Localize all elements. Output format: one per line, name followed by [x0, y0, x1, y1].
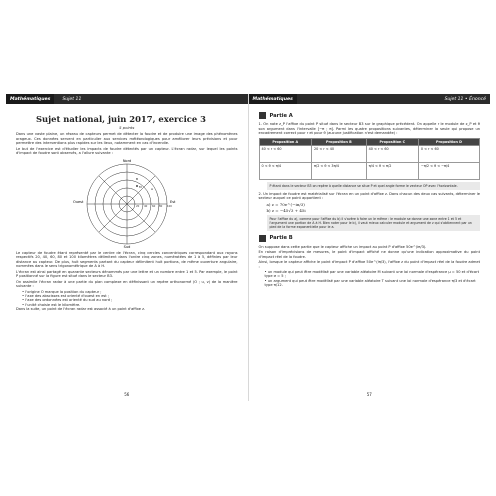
- compass-north: Nord: [122, 158, 131, 163]
- part-b-label: Partie B: [269, 235, 293, 241]
- table-cell: π/2 < θ < 3π/4: [312, 162, 367, 179]
- table-cell: 20 < r < 40: [312, 145, 367, 162]
- section-marker-icon: [259, 112, 266, 119]
- table-cell: −π/2 < θ < −π/4: [418, 162, 479, 179]
- description-3: On assimile l'écran radar à une partie du plan complexe en définissant un repère orthonormé (O ; u, v) de la manière suivante :: [16, 279, 238, 288]
- sector-label-a: A: [150, 186, 153, 191]
- part-b-list: [265, 270, 481, 288]
- hint-a2: Pour l'affixe du a), comme pour l'affixe du b) il s'avère à faire un le même : le module se donne une zone entre 1 et 5 et l'argument une portion de A à H. Bien noter pour le b), il vaut mieux calculer module et argument de z qui s'obtiennent par un pied de la forme exponentielle pour le a.: [267, 215, 481, 231]
- part-b-heading: [259, 235, 481, 242]
- ring-label-80: 80: [158, 204, 163, 208]
- table-header: Proposition D: [418, 138, 479, 145]
- right-page-number: 57: [366, 392, 372, 397]
- left-header-sub: Sujet 11: [62, 96, 82, 102]
- list-item: • l'axe des ordonnées est orienté du sud au nord ;: [22, 298, 238, 302]
- description-2: L'écran est ainsi partagé en quarante secteurs dénommés par une lettre et un nombre entre 1 et 5. Par exemple, le point P positionné sur la figure est situé dans le secteur B3.: [16, 269, 238, 278]
- left-page-number: 56: [124, 392, 130, 397]
- question-a2b: b) z = −45√3 + 45i: [266, 207, 306, 213]
- list-item: • un argument qui peut être modélisé par une variable aléatoire T suivant une loi normale d'espérance π/3 et d'écart type π/12.: [265, 279, 481, 288]
- compass-south: Sud: [123, 244, 131, 249]
- compass-west: Ouest: [72, 199, 84, 204]
- table-cell: 0 < r < 60: [418, 145, 479, 162]
- radar-diagram: [67, 157, 187, 249]
- list-item: • l'origine O marque la position du capteur ;: [22, 290, 238, 294]
- table-header: Proposition C: [366, 138, 418, 145]
- part-b-paragraph-1: On suppose dans cette partie que le capteur affiche un impact au point P d'affixe 50e^(iπ/3).: [258, 244, 427, 249]
- table-header: Proposition A: [259, 138, 312, 145]
- right-page: [249, 94, 491, 401]
- question-a2a: a) z = 70e^(−iπ/3): [266, 201, 305, 207]
- point-p-marker: [136, 185, 138, 187]
- question-a2: 2. Un impact de foudre est matérialisé sur l'écran en un point d'affixe z. Dans chacun des deux cas suivants, déterminer le secteur auquel ce point appartient :: [258, 191, 480, 200]
- sector-label-b: B: [135, 176, 138, 181]
- part-a-heading: [259, 112, 481, 119]
- part-b-paragraph-2: En raison d'imprécisions de mesures, le point d'impact affiché ne donne qu'une indication approximative du point d'impact réel de la foudre.: [258, 250, 480, 259]
- point-label-m: M: [138, 184, 142, 189]
- exercise-title: Sujet national, juin 2017, exercice 3: [36, 114, 206, 124]
- right-header: [249, 94, 491, 104]
- list-item: • l'unité choisie est le kilomètre.: [22, 303, 238, 307]
- table-row: [259, 162, 480, 179]
- book-spread: [6, 94, 490, 401]
- table-row: [259, 145, 480, 162]
- table-cell: 40 < r < 60: [366, 145, 418, 162]
- right-header-tag: Mathématiques: [249, 94, 297, 104]
- intro-paragraph: Dans une vaste plaine, un réseau de capteurs permet de détecter la foudre et de produire une image des phénomènes orageux. Ces données servent en particulier aux services météorologiques pour améliorer leurs prévisions et pour permettre des interventions plus rapides sur les lieux, notamment en cas d'incendie.: [16, 132, 238, 145]
- ring-label-20: 20: [135, 204, 140, 208]
- table-header: Proposition B: [312, 138, 367, 145]
- table-cell: π/4 < θ < π/2: [366, 162, 418, 179]
- propositions-table: [259, 138, 481, 180]
- list-item: • l'axe des abscisses est orienté d'ouest en est ;: [22, 294, 238, 298]
- table-cell: 40 < r < 60: [259, 145, 312, 162]
- hint-a1: P étant dans le secteur B3 on repère à quelle distance se situe P et quel angle forme le vecteur OP avec l'horizontale.: [267, 182, 481, 190]
- left-page: [6, 94, 249, 401]
- after-paragraph: Dans la suite, un point de l'écran radar est associé à un point d'affixe z.: [16, 307, 146, 312]
- part-b-paragraph-3: Ainsi, lorsque le capteur affiche le point d'impact P d'affixe 50e^(iπ/3), l'affixe z du point d'impact réel de la foudre admet :: [258, 260, 480, 269]
- description-1: Le capteur de foudre étant représenté par le centre de l'écran, cinq cercles concentriques correspondant aux rayons respectifs 20, 40, 60, 80 et 100 kilomètres délimitent dans l'ordre cinq zones, numérotées de 1 à 5, définies par leur distance au capteur. De plus, huit segments partant du capteur délimitent huit portions, de même ouverture angulaire, nommées dans le sens trigonométrique de A à H.: [16, 250, 238, 268]
- left-header-tag: Mathématiques: [6, 94, 54, 104]
- compass-east: Est: [169, 199, 176, 204]
- ring-label-100: 100: [166, 204, 172, 208]
- list-item: • un module qui peut être modélisé par une variable aléatoire M suivant une loi normale d'espérance μ = 50 et d'écart type σ = 5 ;: [265, 270, 481, 279]
- left-header: [6, 94, 248, 104]
- definition-list: [22, 290, 238, 308]
- part-a-label: Partie A: [269, 112, 293, 119]
- intro-paragraph-2: Le but de l'exercice est d'étudier les impacts de foudre détectés par un capteur. L'écran radar, sur lequel les points d'impact de foudre sont observés, a l'allure suivante :: [16, 146, 238, 155]
- section-marker-icon: [259, 235, 266, 242]
- ring-label-60: 60: [151, 204, 156, 208]
- exercise-points: 5 points: [119, 125, 135, 130]
- right-header-sub: Sujet 11 • Énoncé: [444, 96, 486, 102]
- ring-label-40: 40: [143, 204, 148, 208]
- question-a1-text: 1. On note z_P l'affixe du point P situé dans le secteur B3 sur le graphique précédent. On appelle r le module de z_P et θ son argument dans l'intervalle ]−π ; π]. Parmi les quatre propositions suivantes, déterminer la seule qui propose un encadrement correct pour r et pour θ (aucune justification n'est demandée) :: [258, 122, 480, 135]
- table-cell: 0 < θ < π/4: [259, 162, 312, 179]
- question-a1: [259, 122, 481, 136]
